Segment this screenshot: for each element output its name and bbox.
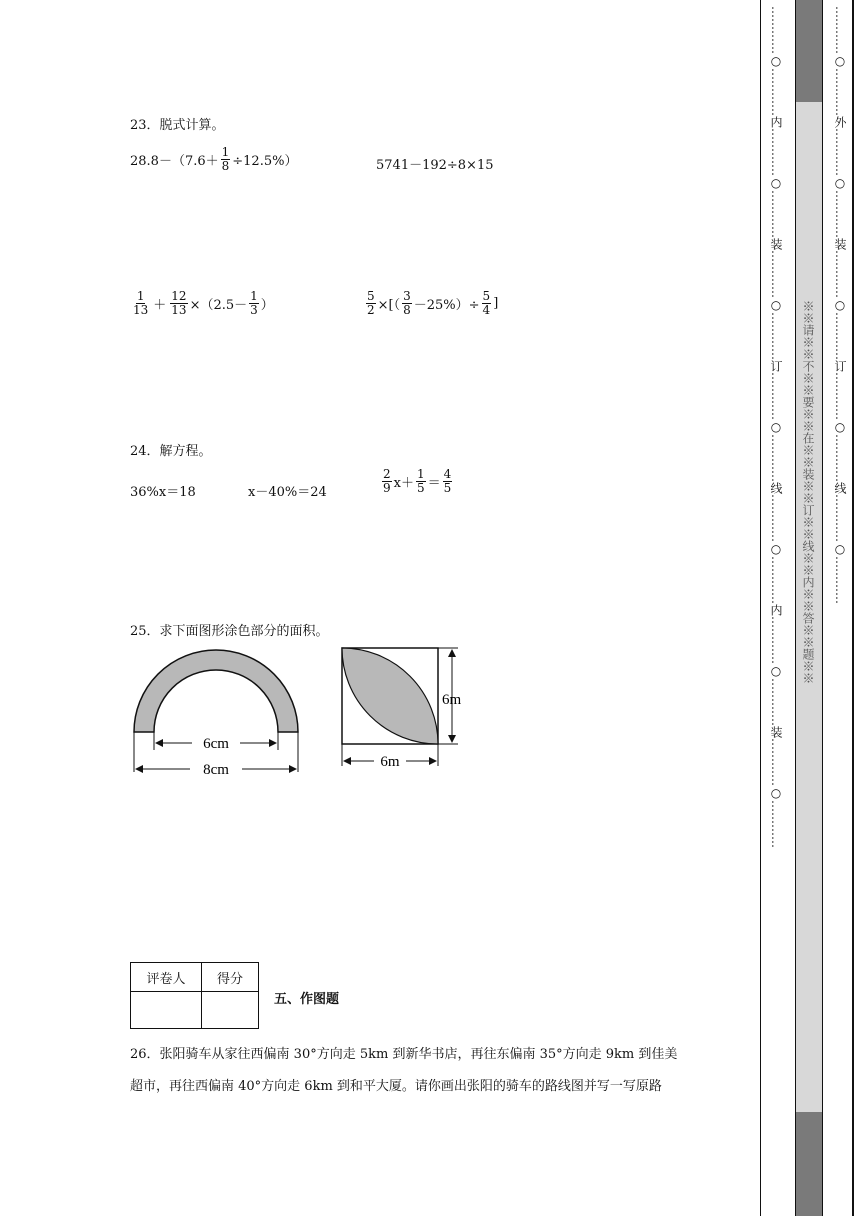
q24-eq2: x－40%＝24 bbox=[248, 485, 327, 500]
q23-expr3 bbox=[130, 290, 274, 316]
q23-expr4-end: ] bbox=[493, 295, 499, 311]
binding-middle-column: ※※请※※不※※要※※在※※装※※订※※线※※内※※答※※题※※ bbox=[801, 300, 815, 684]
square-leaf-figure bbox=[334, 642, 474, 772]
frac-den: 8 bbox=[403, 302, 411, 317]
shaded-ring bbox=[134, 650, 298, 732]
inner-diameter-label: 6cm bbox=[203, 736, 229, 752]
q23-expr4-frac3 bbox=[482, 290, 492, 316]
score-table bbox=[130, 962, 259, 1029]
binding-inner-column: …………○…………内…………○…………装…………○…………订…………○…………线…………○…………内…………○…………装…………○………… bbox=[769, 6, 783, 848]
frac-num: 12 bbox=[171, 289, 187, 303]
section-title: 五、作图题 bbox=[274, 992, 340, 1007]
bottom-label: 6m bbox=[380, 754, 400, 770]
q23-expr3-end: ） bbox=[260, 297, 274, 313]
q23-expr4 bbox=[364, 290, 498, 316]
q23-title: 23．脱式计算。 bbox=[130, 118, 225, 133]
q23-expr1-frac bbox=[221, 146, 231, 172]
reviewer-header: 评卷人 bbox=[131, 963, 202, 992]
q23-expr3-frac2 bbox=[170, 290, 187, 316]
frac-den: 13 bbox=[133, 302, 149, 317]
frac-den: 8 bbox=[221, 158, 230, 173]
side-label: 6m bbox=[442, 692, 462, 708]
q24-eq3 bbox=[380, 468, 454, 494]
q24-eq3-eq: ＝ bbox=[427, 475, 441, 491]
frac-num: 4 bbox=[443, 467, 452, 481]
score-header: 得分 bbox=[202, 963, 259, 992]
frac-num: 1 bbox=[416, 467, 425, 481]
q24-title: 24．解方程。 bbox=[130, 444, 212, 459]
score-cell[interactable] bbox=[202, 992, 259, 1029]
frac-num: 1 bbox=[136, 289, 145, 303]
band-dark-top bbox=[796, 0, 822, 102]
q26-line2: 超市，再往西偏南 40°方向走 6km 到和平大厦。请你画出张阳的骑车的路线图并写一写原路 bbox=[130, 1079, 662, 1094]
q23-expr3-frac3 bbox=[249, 290, 259, 316]
q25-title: 25．求下面图形涂色部分的面积。 bbox=[130, 624, 329, 639]
shaded-leaf bbox=[342, 648, 438, 744]
frac-num: 1 bbox=[221, 145, 230, 159]
frac-num: 3 bbox=[403, 289, 411, 303]
frac-den: 4 bbox=[482, 302, 491, 317]
frac-num: 2 bbox=[383, 467, 391, 481]
frac-den: 5 bbox=[416, 480, 425, 495]
frac-den: 2 bbox=[367, 302, 375, 317]
outer-diameter-label: 8cm bbox=[203, 762, 229, 778]
q24-eq3-x: x＋ bbox=[393, 475, 414, 491]
q24-eq3-frac1 bbox=[382, 468, 392, 494]
q24-eq3-frac2 bbox=[416, 468, 426, 494]
q23-expr4-frac2 bbox=[402, 290, 412, 316]
frac-den: 9 bbox=[383, 480, 391, 495]
q23-expr4-mid2: －25%）÷ bbox=[413, 297, 480, 313]
q24-eq3-frac3 bbox=[443, 468, 453, 494]
semicircle-ring-figure bbox=[124, 640, 308, 780]
binding-outer-column: …………○…………外…………○…………装…………○…………订…………○…………线…………○………… bbox=[833, 6, 847, 604]
frac-num: 1 bbox=[250, 289, 258, 303]
binding-right-border bbox=[852, 0, 854, 1216]
frac-den: 13 bbox=[171, 302, 187, 317]
binding-left-border bbox=[760, 0, 761, 1216]
plus-sign: ＋ bbox=[153, 297, 167, 313]
frac-num: 5 bbox=[482, 289, 491, 303]
q23-expr4-mid1: ×[（ bbox=[377, 297, 401, 313]
q23-expr2: 5741－192÷8×15 bbox=[376, 158, 494, 173]
q24-eq1: 36%x＝18 bbox=[130, 485, 196, 500]
q23-expr3-mid: ×（2.5－ bbox=[189, 297, 248, 313]
reviewer-cell[interactable] bbox=[131, 992, 202, 1029]
q23-expr3-frac1 bbox=[132, 290, 149, 316]
frac-num: 5 bbox=[367, 289, 375, 303]
q23-expr1-b: ÷12.5%） bbox=[232, 153, 298, 169]
q23-expr1 bbox=[130, 146, 297, 172]
frac-den: 5 bbox=[443, 480, 452, 495]
frac-den: 3 bbox=[250, 302, 258, 317]
q23-expr1-a: 28.8－（7.6＋ bbox=[130, 153, 219, 169]
band-dark-bottom bbox=[796, 1112, 822, 1216]
q23-expr4-frac1 bbox=[366, 290, 376, 316]
q26-line1: 26．张阳骑车从家往西偏南 30°方向走 5km 到新华书店，再往东偏南 35°方向走 9km 到佳美 bbox=[130, 1047, 678, 1062]
